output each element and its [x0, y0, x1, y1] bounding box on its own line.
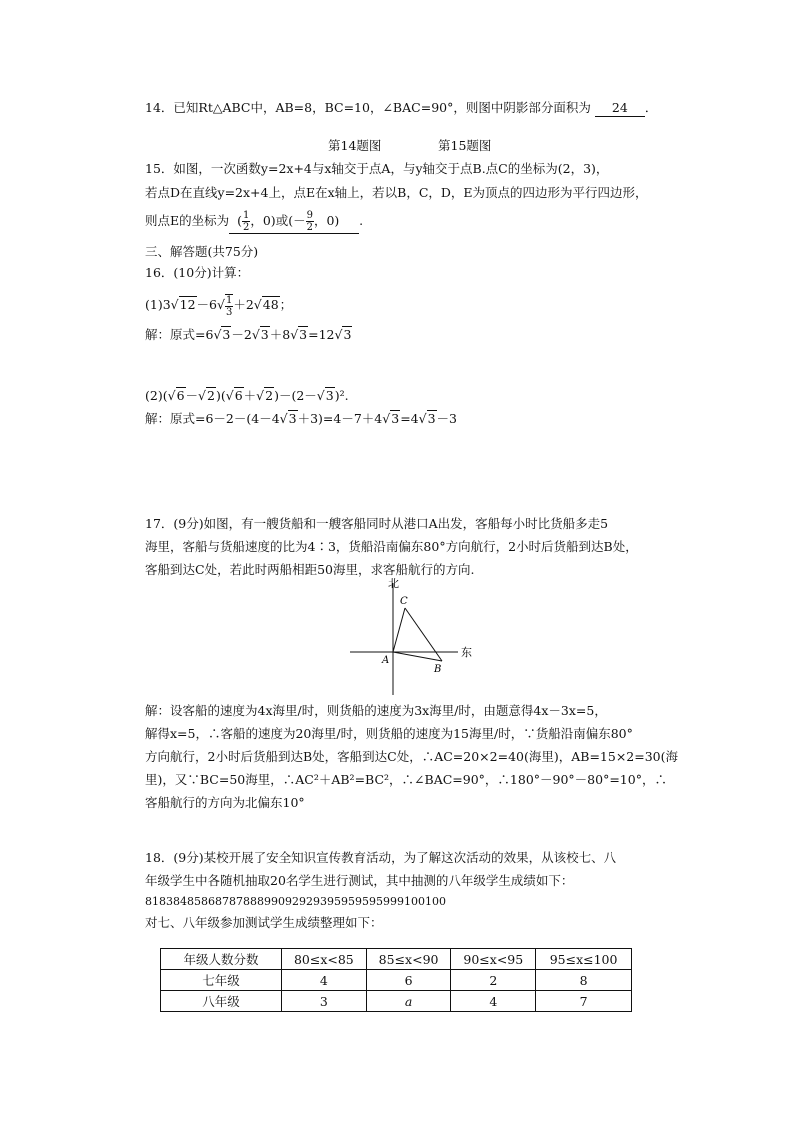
q17-solution-line2: 解得x=5，∴客船的速度为20海里/时，则货船的速度为15海里/时，∵货船沿南偏东80°: [145, 726, 633, 741]
q14-answer: 24: [595, 100, 645, 117]
q18-line4: 对七、八年级参加测试学生成绩整理如下：: [145, 915, 383, 930]
fig15-caption: 第15题图: [438, 138, 492, 153]
segment-cb: [405, 608, 442, 661]
point-c-label: C: [400, 596, 408, 607]
table-cell: 3: [282, 991, 367, 1012]
q18-line2: 年级学生中各随机抽取20名学生进行测试，其中抽测的八年级学生成绩如下：: [145, 873, 574, 888]
table-cell: 4: [451, 991, 536, 1012]
table-header-row: [161, 949, 632, 970]
q18-line1: 18．(9分)某校开展了安全知识宣传教育活动，为了解这次活动的效果，从该校七、八: [145, 850, 617, 865]
table-cell: 8: [536, 970, 632, 991]
q15-answer: ( $\frac{1}{2}$ ，0)或(－ $\frac{9}{2}$ ，0): [229, 210, 359, 234]
table-cell: 4: [282, 970, 367, 991]
table-row: [161, 970, 632, 991]
table-header-cell: 95≤x≤100: [536, 949, 632, 970]
q18-score-data: 8183848586878788899092929395959595999100100: [145, 895, 446, 908]
q17-line1: 17．(9分)如图，有一艘货船和一艘客船同时从港口A出发，客船每小时比货船多走5: [145, 516, 609, 531]
q16-part1: (1)3√12－6√ $\frac{1}{3}$ ＋2√48；: [145, 294, 293, 318]
section-3-heading: 三、解答题(共75分): [145, 244, 259, 259]
table-header-cell: 年级人数分数: [161, 949, 282, 970]
q17-solution-line5: 客船航行的方向为北偏东10°: [145, 795, 305, 810]
q14-text: 14．已知Rt△ABC中，AB=8，BC=10，∠BAC=90°，则图中阴影部分面积为 24 ．: [145, 100, 658, 115]
point-b-label: B: [434, 664, 442, 675]
table-cell: 七年级: [161, 970, 282, 991]
q17-solution-line4: 里)，又∵BC=50海里，∴AC²＋AB²=BC²，∴∠BAC=90°，∴180°－90°－80°=10°，∴: [145, 772, 667, 787]
q17-solution-line1: 解：设客船的速度为4x海里/时，则货船的速度为3x海里/时，由题意得4x－3x=5，: [145, 703, 607, 718]
table-header-cell: 85≤x<90: [366, 949, 451, 970]
q15-line3: 则点E的坐标为 ( $\frac{1}{2}$ ，0)或(－ $\frac{9}{2}$ ，0) .: [145, 210, 364, 233]
table-cell: a: [366, 991, 451, 1012]
q15-line2: 若点D在直线y=2x+4上，点E在x轴上，若以B，C，D，E为顶点的四边形为平行四边形，: [145, 185, 648, 200]
segment-ac: [393, 608, 405, 652]
point-a-label: A: [382, 655, 390, 666]
q17-line3: 客船到达C处，若此时两船相距50海里，求客船航行的方向.: [145, 562, 475, 577]
q16-solution1: 解：原式=6√3－2√3＋8√3=12√3: [145, 327, 352, 342]
fig14-caption: 第14题图: [328, 138, 382, 153]
q15-line1: 15．如图，一次函数y=2x+4与x轴交于点A，与y轴交于点B.点C的坐标为(2，3)，: [145, 161, 609, 176]
table-row: [161, 991, 632, 1012]
table-header-cell: 80≤x<85: [282, 949, 367, 970]
score-table: [160, 948, 632, 1012]
table-cell: 2: [451, 970, 536, 991]
segment-ab: [393, 652, 442, 661]
table-header-cell: 90≤x<95: [451, 949, 536, 970]
table-cell: 6: [366, 970, 451, 991]
q16-part2: (2)(√6－√2)(√6＋√2)－(2－√3)².: [145, 388, 349, 403]
q17-line2: 海里，客船与货船速度的比为4∶3，货船沿南偏东80°方向航行，2小时后货船到达B处，: [145, 539, 638, 554]
q17-figure: [340, 575, 480, 700]
q17-solution-line3: 方向航行，2小时后货船到达B处，客船到达C处，∴AC=20×2=40(海里)，AB=15×2=30(海: [145, 749, 679, 764]
north-label: 北: [388, 577, 399, 590]
q16-title: 16．(10分)计算：: [145, 265, 250, 280]
table-cell: 7: [536, 991, 632, 1012]
table-cell: 八年级: [161, 991, 282, 1012]
east-label: 东: [461, 646, 472, 659]
q16-solution2: 解：原式=6－2－(4－4√3＋3)=4－7＋4√3=4√3－3: [145, 411, 457, 426]
